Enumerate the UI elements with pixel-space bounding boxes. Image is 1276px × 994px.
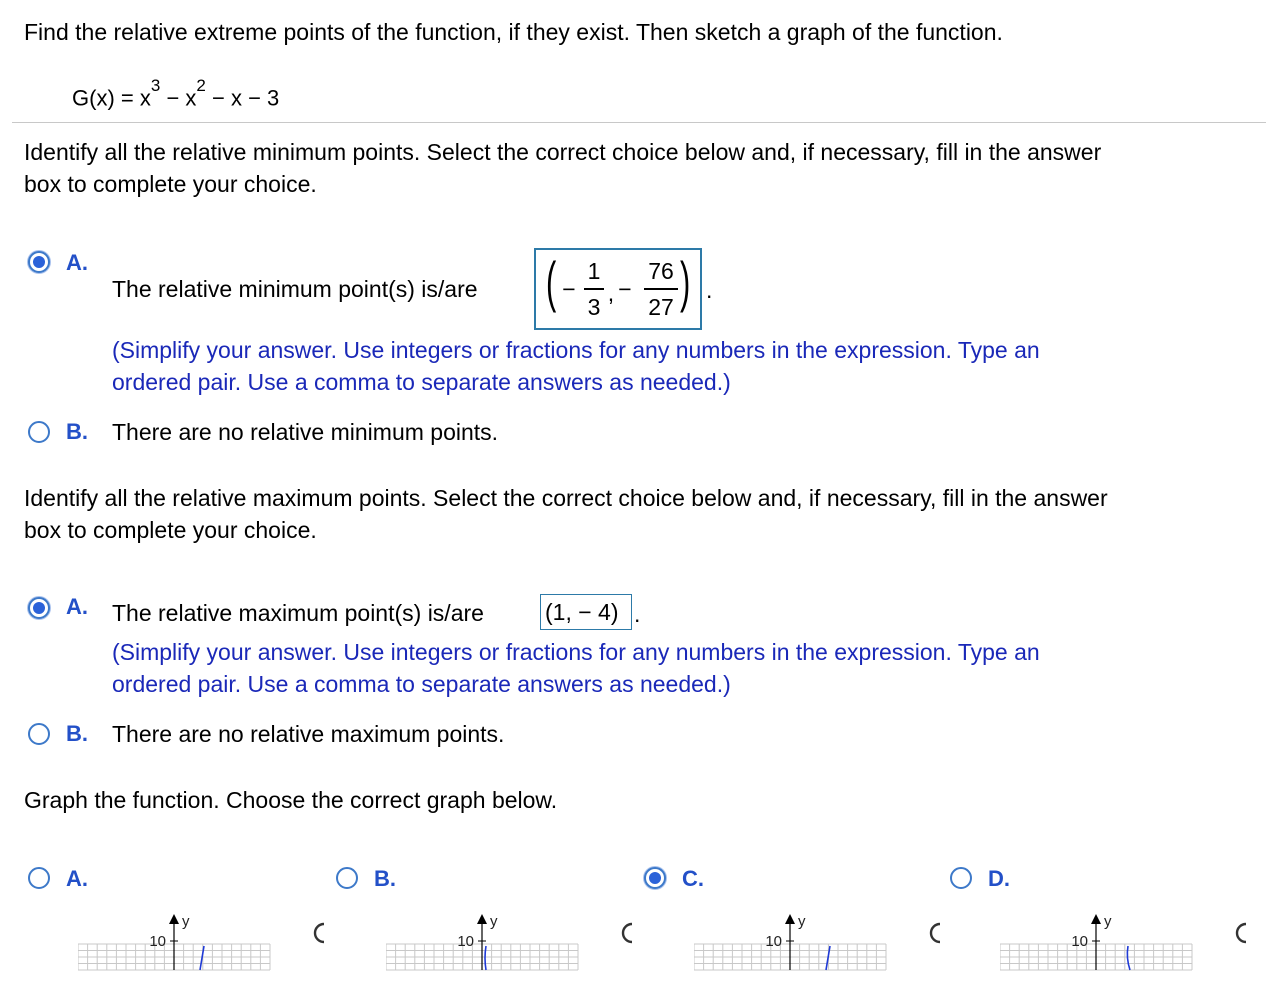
min-answer-box[interactable]: [534, 248, 702, 330]
max-option-a-text: The relative maximum point(s) is/are: [112, 600, 484, 626]
max-option-a-radio[interactable]: [28, 597, 50, 619]
max-hint-line2: ordered pair. Use a comma to separate answers as needed.): [112, 671, 731, 697]
min-option-b-letter[interactable]: B.: [66, 419, 88, 444]
graph-option-b-thumbnail[interactable]: [386, 910, 646, 990]
exponent-3: 3: [150, 76, 161, 95]
graph-option-b-radio[interactable]: [336, 867, 358, 889]
graph-option-d-letter[interactable]: D.: [988, 866, 1010, 891]
y-axis-label: y: [490, 913, 498, 930]
graph-option-c-thumbnail[interactable]: [694, 910, 954, 990]
min-comma: ,: [607, 280, 615, 306]
max-option-a-letter[interactable]: A.: [66, 594, 88, 619]
y-tick-label: 10: [457, 933, 474, 950]
min-instruction-line2: box to complete your choice.: [24, 171, 317, 197]
function-rest: − x − 3: [212, 85, 280, 111]
min-option-a-radio[interactable]: [28, 251, 50, 273]
graph-option-d-radio[interactable]: [950, 867, 972, 889]
graph-option-c-radio[interactable]: [644, 867, 666, 889]
max-option-b-radio[interactable]: [28, 723, 50, 745]
min-y-denominator: 27: [648, 294, 674, 320]
max-option-b-letter[interactable]: B.: [66, 721, 88, 746]
y-axis-label: y: [798, 913, 806, 930]
y-axis-arrow-icon: [477, 914, 487, 924]
min-option-a-letter[interactable]: A.: [66, 250, 88, 275]
min-instruction-line1: Identify all the relative minimum points. Select the correct choice below and, if necessary, fill in the answer: [24, 139, 1102, 165]
y-axis-arrow-icon: [1091, 914, 1101, 924]
function-expression: [72, 74, 279, 110]
y-axis-label: y: [182, 913, 190, 930]
max-period: .: [634, 601, 641, 627]
graph-curve: [1127, 946, 1130, 970]
y-tick-label: 10: [1071, 933, 1088, 950]
min-option-b-text: There are no relative minimum points.: [112, 419, 499, 445]
max-hint-line1: (Simplify your answer. Use integers or fractions for any numbers in the expression. Type an: [112, 639, 1040, 665]
y-axis-label: y: [1104, 913, 1112, 930]
min-y-numerator: 76: [648, 258, 674, 284]
y-axis-arrow-icon: [785, 914, 795, 924]
min-x-sign: −: [562, 276, 576, 302]
min-period: .: [706, 277, 713, 303]
min-y-sign: −: [618, 276, 632, 302]
graph-option-a-letter[interactable]: A.: [66, 866, 88, 891]
min-x-numerator: 1: [587, 258, 601, 284]
graph-instruction: Graph the function. Choose the correct graph below.: [24, 787, 558, 813]
graph-option-d-thumbnail[interactable]: [1000, 910, 1260, 990]
magnify-icon: [623, 924, 632, 942]
left-paren: (: [546, 250, 557, 313]
min-option-a-text: The relative minimum point(s) is/are: [112, 276, 478, 302]
magnify-icon: [315, 924, 324, 942]
function-minus-x: − x: [166, 85, 197, 111]
right-paren: ): [680, 250, 691, 313]
graph-option-a-thumbnail[interactable]: [78, 910, 338, 990]
magnify-icon: [931, 924, 940, 942]
exponent-2: 2: [196, 76, 206, 95]
question-prompt: Find the relative extreme points of the function, if they exist. Then sketch a graph of the function.: [24, 19, 1003, 45]
max-answer-value: (1, − 4): [545, 599, 619, 625]
max-answer-box[interactable]: [540, 594, 632, 630]
min-y-fraction-bar: [644, 288, 678, 290]
y-tick-label: 10: [149, 933, 166, 950]
y-axis-arrow-icon: [169, 914, 179, 924]
min-hint-line2: ordered pair. Use a comma to separate answers as needed.): [112, 369, 731, 395]
divider: [12, 122, 1266, 123]
graph-option-c-letter[interactable]: C.: [682, 866, 704, 891]
magnify-icon: [1237, 924, 1246, 942]
graph-option-b-letter[interactable]: B.: [374, 866, 396, 891]
function-lhs: G(x) = x: [72, 85, 151, 111]
max-option-b-text: There are no relative maximum points.: [112, 721, 505, 747]
graph-curve: [485, 946, 486, 970]
min-x-denominator: 3: [587, 294, 601, 320]
y-tick-label: 10: [765, 933, 782, 950]
min-x-fraction-bar: [584, 288, 604, 290]
max-instruction-line1: Identify all the relative maximum points. Select the correct choice below and, if necessary, fill in the answer: [24, 485, 1108, 511]
graph-option-a-radio[interactable]: [28, 867, 50, 889]
min-hint-line1: (Simplify your answer. Use integers or fractions for any numbers in the expression. Type an: [112, 337, 1040, 363]
min-option-b-radio[interactable]: [28, 421, 50, 443]
graph-curve: [200, 946, 204, 970]
max-instruction-line2: box to complete your choice.: [24, 517, 317, 543]
